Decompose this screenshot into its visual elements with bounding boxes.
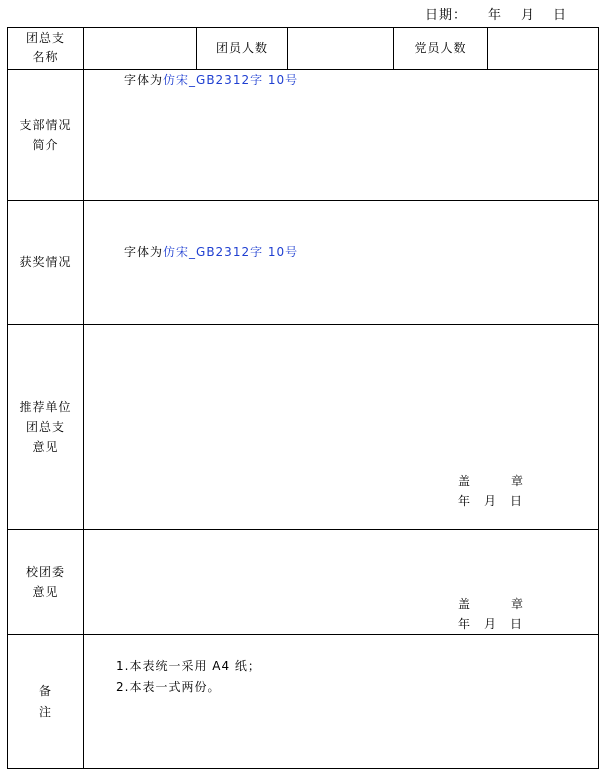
date-month: 月: [521, 8, 536, 23]
school-committee-label-line2: 意见: [32, 585, 59, 599]
school-committee-label-line1: 校团委: [25, 565, 65, 579]
recommender-date-year: 年: [458, 494, 472, 508]
profile-label-line1: 支部情况: [19, 118, 72, 132]
hint-prefix: 字体为: [124, 245, 164, 259]
school-committee-date-year: 年: [458, 617, 472, 631]
school-committee-seal-left: 盖: [458, 597, 472, 611]
row-divider: [7, 634, 599, 635]
date-day: 日: [553, 8, 568, 23]
party-count-field[interactable]: [488, 28, 598, 69]
date-year: 年: [488, 8, 503, 23]
profile-label-line2: 简介: [32, 138, 59, 152]
recommender-seal-right: 章: [511, 474, 525, 488]
remarks-label-line2: 注: [38, 705, 52, 719]
branch-name-label-line1: 团总支: [25, 31, 65, 45]
row-divider: [7, 200, 599, 201]
hint-font: 仿宋_GB2312: [163, 245, 251, 259]
school-committee-seal-right: 章: [511, 597, 525, 611]
profile-text-area[interactable]: [84, 90, 598, 200]
recommender-label-line3: 意见: [32, 440, 59, 454]
hint-size: 字 10号: [250, 245, 299, 259]
hint-font: 仿宋_GB2312: [163, 73, 251, 87]
branch-name-label-line2: 名称: [32, 50, 59, 64]
row-divider: [7, 69, 599, 70]
table-border-bottom: [7, 768, 599, 769]
school-committee-opinion-area[interactable]: [84, 530, 598, 590]
awards-font-hint: [124, 242, 298, 262]
awards-text-area[interactable]: [84, 265, 598, 324]
recommender-label-line1: 推荐单位: [19, 400, 72, 414]
awards-label: 获奖情况: [19, 255, 72, 269]
recommender-date-day: 日: [510, 494, 524, 508]
remarks-note-1: 1.本表统一采用 A4 纸；: [116, 659, 261, 673]
branch-name-field[interactable]: [84, 28, 196, 69]
profile-font-hint: [124, 70, 298, 90]
recommender-date-month: 月: [484, 494, 498, 508]
school-committee-date-day: 日: [510, 617, 524, 631]
hint-size: 字 10号: [250, 73, 299, 87]
hint-prefix: 字体为: [124, 73, 164, 87]
member-count-field[interactable]: [288, 28, 393, 69]
date-label: 日期：: [425, 8, 468, 23]
remarks-label-line1: 备: [38, 684, 52, 698]
recommender-opinion-area[interactable]: [84, 325, 598, 465]
member-count-label: 团员人数: [215, 41, 268, 55]
recommender-seal-left: 盖: [458, 474, 472, 488]
school-committee-date-month: 月: [484, 617, 498, 631]
table-border-right: [598, 27, 599, 769]
party-count-label: 党员人数: [414, 41, 467, 55]
recommender-label-line2: 团总支: [25, 420, 65, 434]
remarks-note-2: 2.本表一式两份。: [116, 680, 221, 694]
